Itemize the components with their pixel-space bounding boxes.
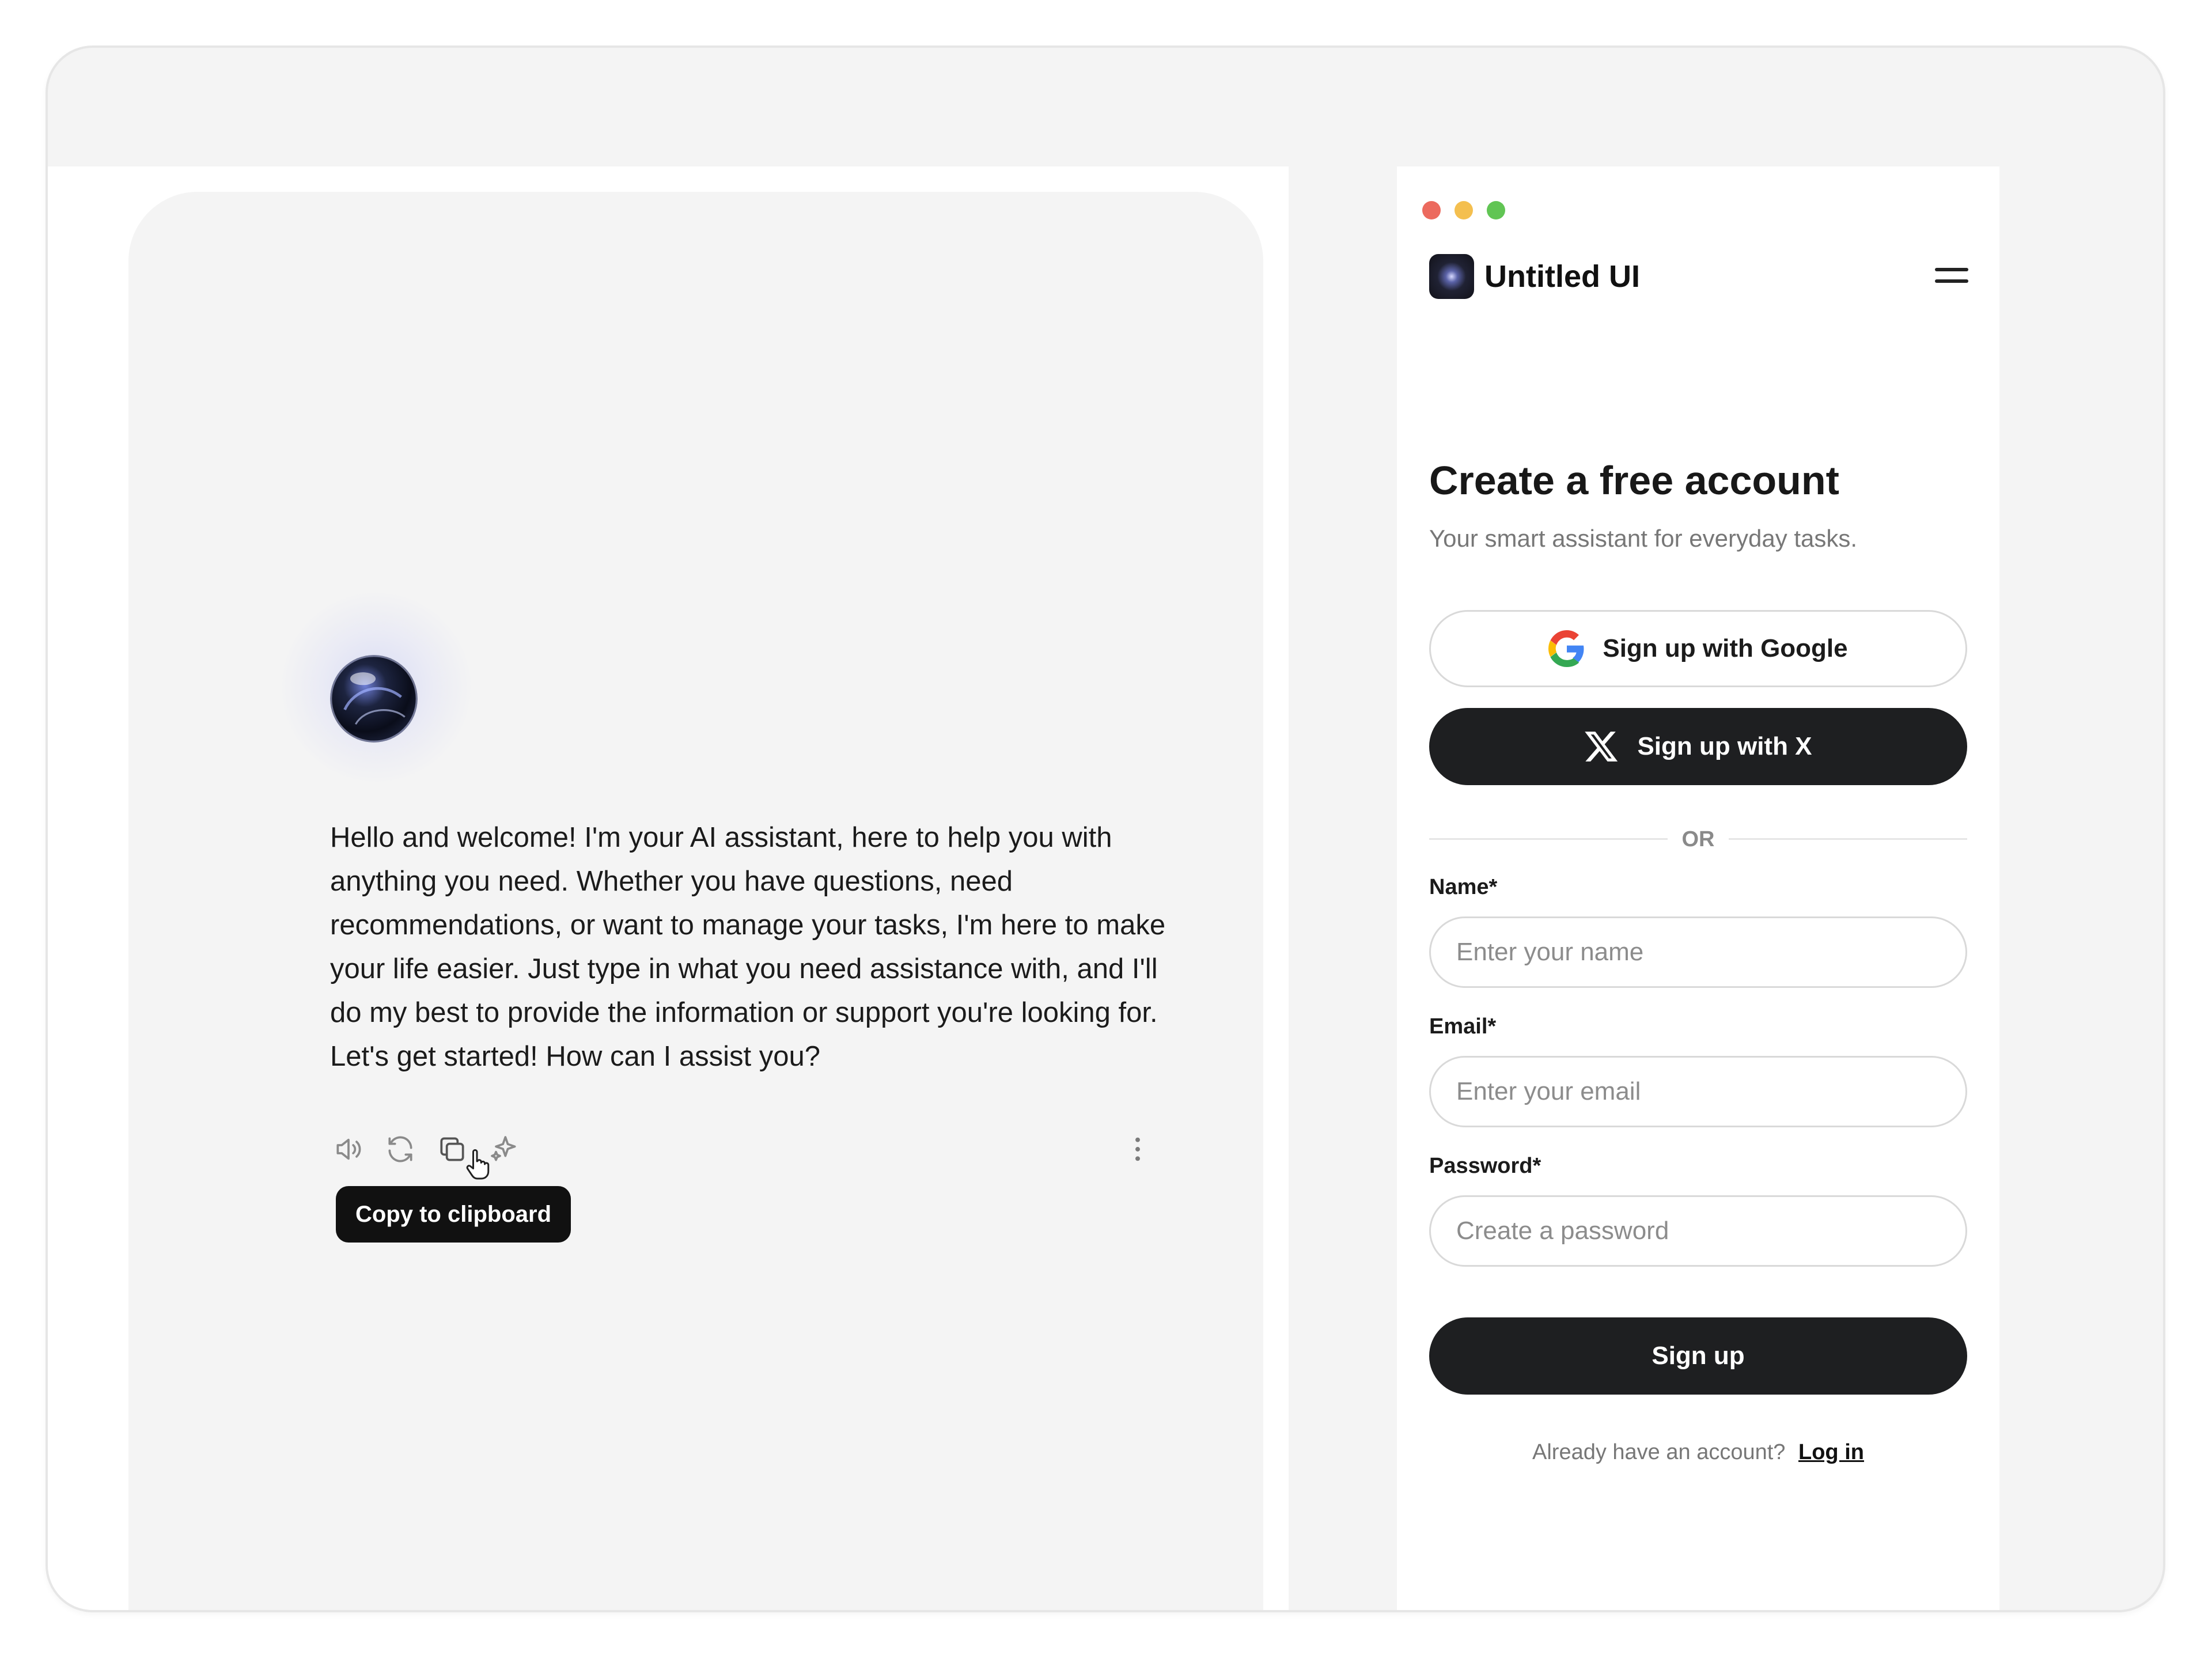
x-signup-button[interactable] <box>1429 708 1967 785</box>
email-label: Email* <box>1429 1014 1497 1039</box>
google-signup-label: Sign up with Google <box>1603 634 1848 662</box>
window-minimize-button[interactable] <box>1455 201 1473 219</box>
refresh-icon[interactable] <box>382 1131 419 1168</box>
assistant-message: Hello and welcome! I'm your AI assistant, here to help you with anything you need. Whether you have questions, need recommendations, or want to manage your tasks, I'm here to make your life easier. Just type in what you need assistance with, and I'll do my best to provide the information or support you're looking for. Let's get started! How can I assist you? <box>330 822 1166 1072</box>
google-logo-icon <box>1548 630 1585 667</box>
page-title: Create a free account <box>1429 458 1839 503</box>
login-prompt <box>1397 1436 1999 1468</box>
login-prompt-text: Already have an account? <box>1532 1440 1786 1464</box>
login-link[interactable]: Log in <box>1798 1440 1864 1464</box>
page-subtitle: Your smart assistant for everyday tasks. <box>1429 525 1858 552</box>
email-input[interactable] <box>1429 1056 1967 1127</box>
or-divider-text: OR <box>1681 827 1715 851</box>
signup-submit-button[interactable]: Sign up <box>1429 1317 1967 1395</box>
x-logo-icon <box>1584 729 1620 764</box>
brand-logo-icon <box>1429 254 1474 299</box>
signup-window <box>1397 166 1999 1612</box>
copy-tooltip: Copy to clipboard <box>336 1186 571 1243</box>
or-divider <box>1429 822 1967 857</box>
more-vertical-icon[interactable] <box>1119 1131 1156 1168</box>
google-signup-button[interactable] <box>1429 610 1967 687</box>
password-input[interactable] <box>1429 1195 1967 1267</box>
speaker-icon[interactable] <box>330 1131 367 1168</box>
assistant-avatar-icon <box>328 653 419 744</box>
name-label: Name* <box>1429 875 1498 899</box>
message-actions <box>330 1131 1154 1171</box>
window-zoom-button[interactable] <box>1487 201 1505 219</box>
app-frame <box>46 46 2165 1612</box>
window-close-button[interactable] <box>1422 201 1441 219</box>
sparkles-icon[interactable] <box>486 1131 522 1168</box>
hamburger-menu-icon[interactable] <box>1935 264 1968 287</box>
name-input[interactable] <box>1429 916 1967 988</box>
password-label: Password* <box>1429 1154 1541 1178</box>
x-signup-label: Sign up with X <box>1637 732 1812 760</box>
brand-name: Untitled UI <box>1484 259 1640 294</box>
